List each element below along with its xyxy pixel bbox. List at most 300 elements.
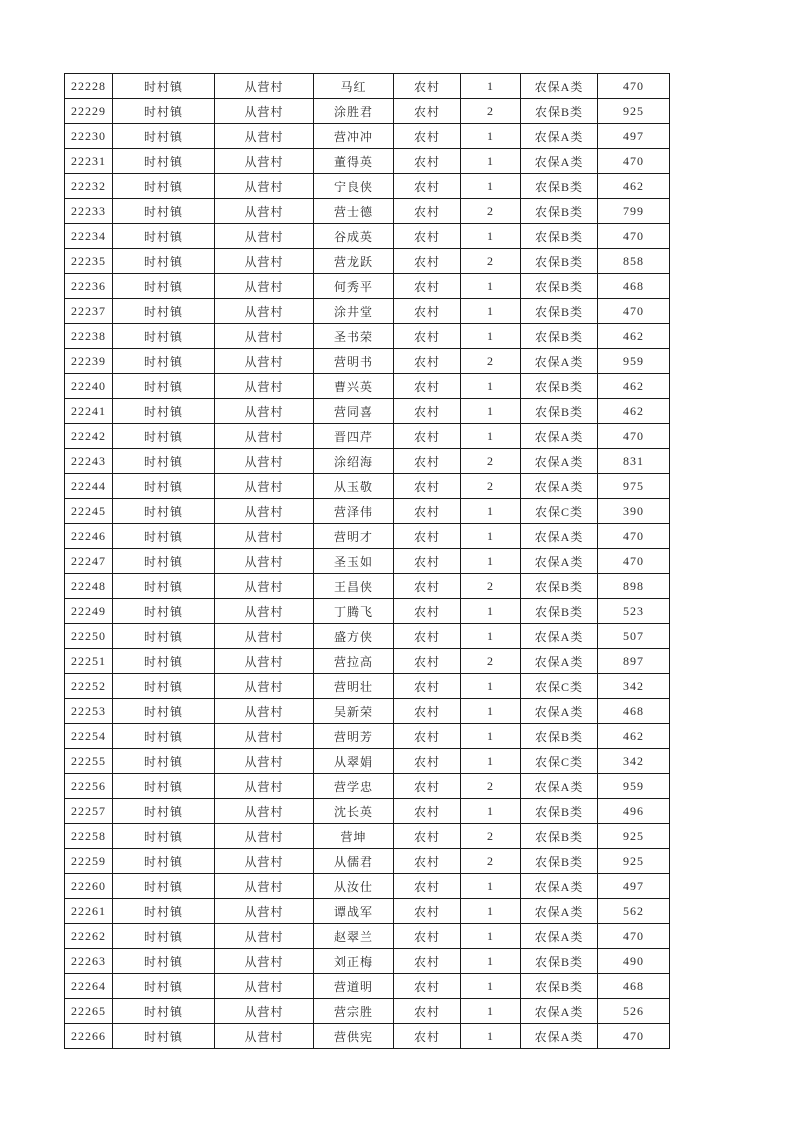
table-row [65,299,670,324]
table-row [65,149,670,174]
table-cell: 390 [598,499,670,524]
table-cell: 马红 [314,74,394,99]
table-row [65,74,670,99]
table-row [65,949,670,974]
table-cell: 从营村 [215,324,314,349]
table-cell: 丁腾飞 [314,599,394,624]
table-cell: 时村镇 [113,599,215,624]
table-cell: 22257 [65,799,113,824]
table-cell: 时村镇 [113,774,215,799]
table-cell: 时村镇 [113,349,215,374]
table-cell: 农村 [394,324,461,349]
table-row [65,574,670,599]
table-cell: 1 [461,274,521,299]
table-row [65,849,670,874]
table-cell: 22228 [65,74,113,99]
table-cell: 沈长英 [314,799,394,824]
table-cell: 时村镇 [113,299,215,324]
table-cell: 22252 [65,674,113,699]
table-row [65,1024,670,1049]
table-cell: 1 [461,224,521,249]
table-cell: 时村镇 [113,674,215,699]
table-cell: 农村 [394,224,461,249]
table-cell: 农保B类 [521,799,598,824]
table-row [65,699,670,724]
table-cell: 农保A类 [521,999,598,1024]
table-cell: 从营村 [215,124,314,149]
table-cell: 470 [598,924,670,949]
table-cell: 1 [461,874,521,899]
table-cell: 22266 [65,1024,113,1049]
table-cell: 营学忠 [314,774,394,799]
table-cell: 从营村 [215,649,314,674]
table-cell: 时村镇 [113,574,215,599]
table-cell: 22260 [65,874,113,899]
table-row [65,624,670,649]
table-cell: 农保B类 [521,949,598,974]
table-cell: 农保A类 [521,424,598,449]
table-cell: 农保A类 [521,624,598,649]
table-cell: 时村镇 [113,524,215,549]
table-cell: 2 [461,474,521,499]
table-cell: 农保B类 [521,324,598,349]
table-row [65,124,670,149]
table-cell: 农保A类 [521,74,598,99]
table-cell: 农村 [394,199,461,224]
table-cell: 从营村 [215,599,314,624]
table-cell: 1 [461,374,521,399]
table-cell: 农村 [394,974,461,999]
table-cell: 时村镇 [113,724,215,749]
table-cell: 时村镇 [113,849,215,874]
table-cell: 农村 [394,149,461,174]
table-cell: 农村 [394,274,461,299]
table-cell: 何秀平 [314,274,394,299]
table-cell: 农保B类 [521,599,598,624]
table-cell: 农村 [394,599,461,624]
table-cell: 农保C类 [521,499,598,524]
table-cell: 22249 [65,599,113,624]
table-cell: 22240 [65,374,113,399]
table-row [65,474,670,499]
table-cell: 22254 [65,724,113,749]
table-cell: 468 [598,974,670,999]
table-cell: 468 [598,274,670,299]
table-cell: 从营村 [215,274,314,299]
table-cell: 时村镇 [113,399,215,424]
table-cell: 农村 [394,999,461,1024]
table-cell: 农保B类 [521,249,598,274]
table-cell: 农村 [394,249,461,274]
table-row [65,899,670,924]
table-cell: 时村镇 [113,1024,215,1049]
table-cell: 1 [461,674,521,699]
table-cell: 农保B类 [521,374,598,399]
table-cell: 1 [461,974,521,999]
table-cell: 营坤 [314,824,394,849]
table-cell: 刘正梅 [314,949,394,974]
table-cell: 1 [461,924,521,949]
table-cell: 从玉敬 [314,474,394,499]
table-cell: 时村镇 [113,249,215,274]
table-cell: 农村 [394,399,461,424]
table-row [65,649,670,674]
table-cell: 从营村 [215,974,314,999]
table-row [65,449,670,474]
table-cell: 从营村 [215,199,314,224]
table-cell: 时村镇 [113,999,215,1024]
table-cell: 时村镇 [113,699,215,724]
table-cell: 22259 [65,849,113,874]
table-cell: 农保A类 [521,124,598,149]
table-cell: 营泽伟 [314,499,394,524]
table-cell: 农村 [394,849,461,874]
table-cell: 时村镇 [113,424,215,449]
table-cell: 22265 [65,999,113,1024]
table-cell: 462 [598,399,670,424]
table-cell: 470 [598,74,670,99]
table-cell: 时村镇 [113,874,215,899]
table-cell: 1 [461,624,521,649]
table-row [65,599,670,624]
table-cell: 营同喜 [314,399,394,424]
table-cell: 从营村 [215,749,314,774]
table-cell: 1 [461,399,521,424]
table-cell: 时村镇 [113,949,215,974]
table-cell: 1 [461,424,521,449]
table-cell: 925 [598,849,670,874]
table-cell: 时村镇 [113,649,215,674]
table-cell: 22247 [65,549,113,574]
table-cell: 营龙跃 [314,249,394,274]
table-cell: 1 [461,699,521,724]
table-cell: 赵翠兰 [314,924,394,949]
table-cell: 营明书 [314,349,394,374]
table-cell: 497 [598,874,670,899]
table-cell: 农保A类 [521,524,598,549]
table-cell: 1 [461,799,521,824]
table-cell: 从营村 [215,699,314,724]
table-cell: 农村 [394,549,461,574]
table-cell: 涂胜君 [314,99,394,124]
table-cell: 从营村 [215,399,314,424]
table-cell: 2 [461,249,521,274]
table-cell: 从营村 [215,949,314,974]
table-cell: 农保A类 [521,874,598,899]
table-cell: 2 [461,449,521,474]
table-cell: 22235 [65,249,113,274]
table-row [65,424,670,449]
table-cell: 农村 [394,424,461,449]
table-cell: 营道明 [314,974,394,999]
table-cell: 1 [461,599,521,624]
table-cell: 1 [461,749,521,774]
table-cell: 农保B类 [521,274,598,299]
table-cell: 农保B类 [521,849,598,874]
table-cell: 从营村 [215,424,314,449]
table-cell: 农保A类 [521,774,598,799]
table-cell: 营明壮 [314,674,394,699]
table-cell: 1 [461,124,521,149]
table-cell: 农村 [394,74,461,99]
table-cell: 农村 [394,949,461,974]
table-row [65,199,670,224]
table-cell: 宁良侠 [314,174,394,199]
table-cell: 农保B类 [521,824,598,849]
table-cell: 959 [598,349,670,374]
table-cell: 农保A类 [521,349,598,374]
table-row [65,399,670,424]
table-cell: 农村 [394,524,461,549]
table-cell: 1 [461,524,521,549]
table-cell: 农村 [394,499,461,524]
table-cell: 22245 [65,499,113,524]
table-cell: 470 [598,149,670,174]
table-cell: 曹兴英 [314,374,394,399]
table-cell: 从营村 [215,999,314,1024]
table-cell: 时村镇 [113,74,215,99]
table-cell: 1 [461,999,521,1024]
table-cell: 497 [598,124,670,149]
table-cell: 22236 [65,274,113,299]
table-cell: 农保B类 [521,399,598,424]
table-cell: 农村 [394,724,461,749]
table-cell: 盛方侠 [314,624,394,649]
table-row [65,924,670,949]
table-cell: 谷成英 [314,224,394,249]
table-cell: 1 [461,174,521,199]
table-cell: 晋四芹 [314,424,394,449]
table-cell: 22251 [65,649,113,674]
table-cell: 2 [461,99,521,124]
table-cell: 22253 [65,699,113,724]
table-cell: 22258 [65,824,113,849]
table-cell: 22239 [65,349,113,374]
table-cell: 从营村 [215,624,314,649]
table-cell: 农村 [394,874,461,899]
table-cell: 营冲冲 [314,124,394,149]
table-cell: 22246 [65,524,113,549]
table-cell: 农保A类 [521,474,598,499]
table-row [65,874,670,899]
table-cell: 谭战军 [314,899,394,924]
table-cell: 22244 [65,474,113,499]
table-row [65,774,670,799]
table-cell: 496 [598,799,670,824]
table-cell: 时村镇 [113,124,215,149]
table-cell: 从营村 [215,899,314,924]
table-cell: 22250 [65,624,113,649]
table-row [65,824,670,849]
table-cell: 圣书荣 [314,324,394,349]
table-cell: 董得英 [314,149,394,174]
table-cell: 从营村 [215,474,314,499]
table-cell: 490 [598,949,670,974]
table-row [65,274,670,299]
table-row [65,749,670,774]
table-cell: 时村镇 [113,324,215,349]
table-cell: 2 [461,349,521,374]
table-cell: 涂井堂 [314,299,394,324]
table-cell: 22233 [65,199,113,224]
table-cell: 农保B类 [521,299,598,324]
table-cell: 时村镇 [113,199,215,224]
table-cell: 975 [598,474,670,499]
table-cell: 2 [461,199,521,224]
table-cell: 22238 [65,324,113,349]
table-cell: 从营村 [215,449,314,474]
table-cell: 462 [598,174,670,199]
table-cell: 1 [461,1024,521,1049]
table-cell: 农村 [394,774,461,799]
table-cell: 农保A类 [521,699,598,724]
table-cell: 1 [461,724,521,749]
table-cell: 农保B类 [521,224,598,249]
table-cell: 从营村 [215,149,314,174]
table-cell: 1 [461,499,521,524]
table-cell: 1 [461,299,521,324]
table-cell: 涂绍海 [314,449,394,474]
table-row [65,524,670,549]
table-row [65,674,670,699]
table-cell: 吴新荣 [314,699,394,724]
table-cell: 时村镇 [113,224,215,249]
table-cell: 农保A类 [521,1024,598,1049]
table-cell: 462 [598,724,670,749]
table-cell: 831 [598,449,670,474]
table-cell: 22256 [65,774,113,799]
table-cell: 从营村 [215,99,314,124]
table-cell: 农村 [394,349,461,374]
table-cell: 农保A类 [521,924,598,949]
table-cell: 470 [598,549,670,574]
table-cell: 507 [598,624,670,649]
table-cell: 农村 [394,574,461,599]
table-cell: 营士德 [314,199,394,224]
table-cell: 从营村 [215,1024,314,1049]
table-row [65,324,670,349]
table-cell: 523 [598,599,670,624]
table-cell: 农村 [394,624,461,649]
table-cell: 470 [598,224,670,249]
table-cell: 2 [461,574,521,599]
table-cell: 时村镇 [113,449,215,474]
table-cell: 从营村 [215,224,314,249]
table-cell: 468 [598,699,670,724]
table-cell: 营拉高 [314,649,394,674]
table-cell: 从营村 [215,549,314,574]
table-cell: 959 [598,774,670,799]
table-cell: 1 [461,74,521,99]
table-cell: 农保A类 [521,549,598,574]
table-cell: 农保C类 [521,674,598,699]
table-cell: 从营村 [215,674,314,699]
table-cell: 时村镇 [113,824,215,849]
table-cell: 农村 [394,124,461,149]
table-cell: 农村 [394,674,461,699]
table-cell: 342 [598,674,670,699]
table-cell: 470 [598,424,670,449]
table-cell: 2 [461,824,521,849]
table-cell: 22248 [65,574,113,599]
roster-table [64,73,670,1049]
table-cell: 22261 [65,899,113,924]
table-cell: 从营村 [215,349,314,374]
table-cell: 从翠娟 [314,749,394,774]
table-cell: 时村镇 [113,799,215,824]
table-cell: 农村 [394,924,461,949]
table-cell: 王昌侠 [314,574,394,599]
table-cell: 农保A类 [521,899,598,924]
table-cell: 从营村 [215,724,314,749]
table-row [65,999,670,1024]
table-cell: 925 [598,99,670,124]
table-cell: 从营村 [215,924,314,949]
table-cell: 营供宪 [314,1024,394,1049]
table-cell: 22264 [65,974,113,999]
table-body [65,74,670,1049]
table-cell: 562 [598,899,670,924]
table-cell: 从营村 [215,499,314,524]
table-cell: 799 [598,199,670,224]
table-row [65,174,670,199]
table-row [65,799,670,824]
table-cell: 462 [598,374,670,399]
table-cell: 2 [461,649,521,674]
table-cell: 470 [598,524,670,549]
table-row [65,549,670,574]
table-cell: 农村 [394,799,461,824]
table-row [65,99,670,124]
table-cell: 农保A类 [521,649,598,674]
table-cell: 时村镇 [113,749,215,774]
table-row [65,499,670,524]
table-cell: 2 [461,849,521,874]
table-cell: 从营村 [215,774,314,799]
table-cell: 1 [461,949,521,974]
table-row [65,974,670,999]
table-cell: 农村 [394,374,461,399]
table-cell: 470 [598,299,670,324]
table-cell: 农村 [394,474,461,499]
table-cell: 1 [461,149,521,174]
table-cell: 462 [598,324,670,349]
table-cell: 农保B类 [521,199,598,224]
table-cell: 营明才 [314,524,394,549]
table-cell: 农村 [394,749,461,774]
table-cell: 22234 [65,224,113,249]
table-cell: 897 [598,649,670,674]
table-cell: 农村 [394,824,461,849]
table-row [65,249,670,274]
table-cell: 470 [598,1024,670,1049]
table-cell: 时村镇 [113,274,215,299]
table-cell: 时村镇 [113,899,215,924]
table-cell: 22242 [65,424,113,449]
table-cell: 从汝仕 [314,874,394,899]
table-cell: 从营村 [215,849,314,874]
table-cell: 22255 [65,749,113,774]
table-cell: 从营村 [215,524,314,549]
table-cell: 从营村 [215,799,314,824]
table-cell: 从营村 [215,824,314,849]
table-cell: 农保A类 [521,149,598,174]
table-cell: 农保A类 [521,449,598,474]
table-cell: 农保B类 [521,724,598,749]
table-cell: 526 [598,999,670,1024]
table-cell: 时村镇 [113,99,215,124]
table-cell: 342 [598,749,670,774]
